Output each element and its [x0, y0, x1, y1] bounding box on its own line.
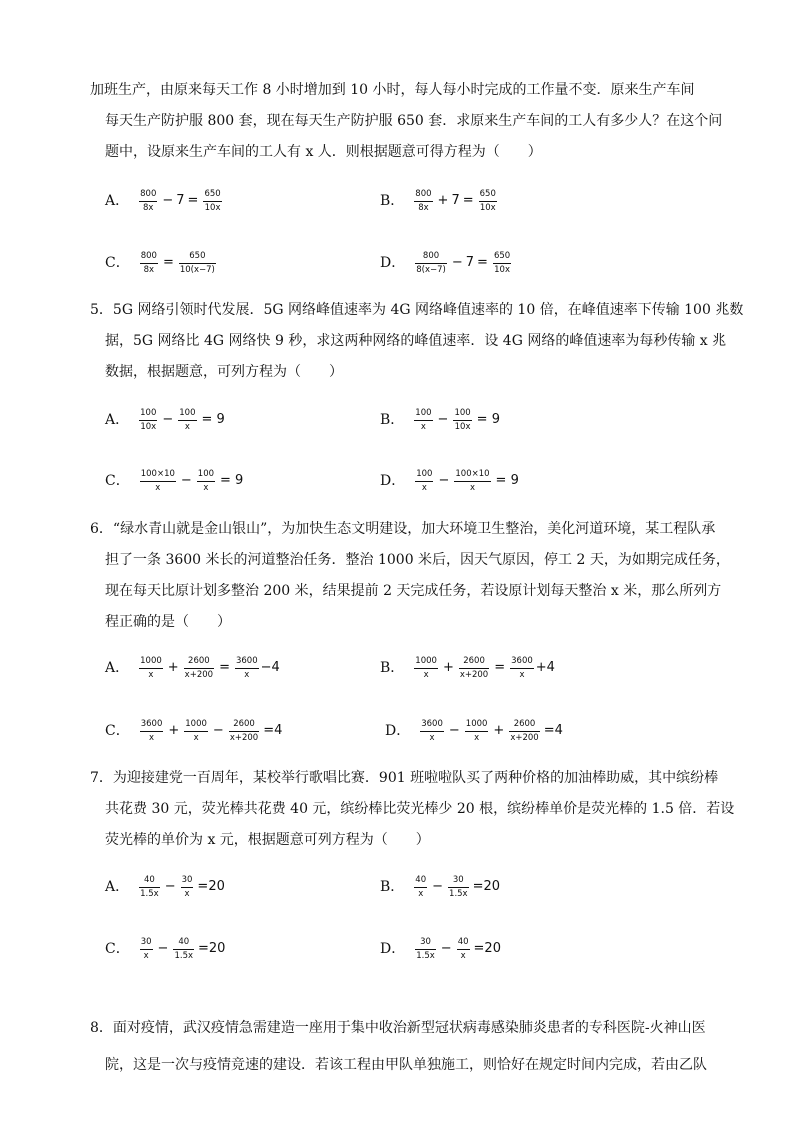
fraction: $\frac{100}{x}$	[197, 469, 215, 493]
q8-text-line: 院，这是一次与疫情竞速的建设．若该工程由甲队单独施工，则恰好在规定时间内完成，若由乙队	[105, 1057, 707, 1073]
q5-option-c[interactable]: C． $\frac{100\times 10}{x}$ − $\frac{100}{x}$ = 9	[105, 469, 244, 493]
fraction: $\frac{650}{10x}$	[479, 189, 496, 213]
fraction: $\frac{40}{1.5x}$	[140, 875, 159, 899]
fraction: $\frac{40}{x}$	[457, 937, 469, 961]
q6-option-c[interactable]: C． $\frac{3600}{x}$ + $\frac{1000}{x}$ − $\frac{2600}{x+200}$ =4	[105, 719, 283, 743]
option-label: A．	[105, 412, 130, 428]
q5-option-b[interactable]: B． $\frac{100}{x}$ − $\frac{100}{10x}$ = 9	[380, 408, 500, 432]
q4-text-line: 加班生产，由原来每天工作 8 小时增加到 10 小时，每人每小时完成的工作量不变．原来生产车间	[90, 82, 695, 98]
fraction: $\frac{3600}{x}$	[140, 719, 163, 743]
q4-text-line: 每天生产防护服 800 套，现在每天生产防护服 650 套．求原来生产车间的工人有多少人？在这个问	[105, 113, 723, 129]
q6-text-line: 现在每天比原计划多整治 200 米，结果提前 2 天完成任务，若设原计划每天整治 x 米，那么所列方	[105, 583, 722, 599]
fraction: $\frac{2600}{x+200}$	[459, 656, 489, 680]
fraction: $\frac{2600}{x+200}$	[229, 719, 259, 743]
q6-text-line: 程正确的是（ ）	[105, 614, 231, 630]
q6-option-a[interactable]: A． $\frac{1000}{x}$ + $\frac{2600}{x+200}$ = $\frac{3600}{x}$ −4	[105, 656, 280, 680]
fraction: $\frac{30}{1.5x}$	[416, 937, 435, 961]
q5-option-d[interactable]: D． $\frac{100}{x}$ − $\frac{100\times 10}{x}$ = 9	[380, 469, 519, 493]
q6-text-line: 6．“绿水青山就是金山银山”，为加快生态文明建设，加大环境卫生整治，美化河道环境，某工程队承	[90, 521, 716, 537]
fraction: $\frac{800}{8x}$	[140, 189, 157, 213]
fraction: $\frac{2600}{x+200}$	[510, 719, 539, 743]
q4-option-a[interactable]: A． $\frac{800}{8x}$ − 7 = $\frac{650}{10x}$	[105, 189, 221, 213]
fraction: $\frac{650}{10x}$	[493, 251, 511, 275]
option-label: C．	[105, 255, 130, 271]
option-label: B．	[380, 660, 405, 676]
fraction: $\frac{100\times 10}{x}$	[140, 469, 175, 493]
q4-option-c[interactable]: C． $\frac{800}{8x}$ = $\frac{650}{10(x-7)}$	[105, 251, 215, 275]
option-label: D．	[380, 255, 406, 271]
q7-option-b[interactable]: B． $\frac{40}{x}$ − $\frac{30}{1.5x}$ =20	[380, 875, 501, 899]
option-label: C．	[105, 941, 130, 957]
fraction: $\frac{100}{x}$	[415, 408, 432, 432]
fraction: $\frac{650}{10x}$	[204, 189, 221, 213]
q8-text-line: 8．面对疫情，武汉疫情急需建造一座用于集中收治新型冠状病毒感染肺炎患者的专科医院-火神山医	[90, 1020, 706, 1036]
q5-text-line: 数据，根据题意，可列方程为（ ）	[105, 364, 343, 380]
fraction: $\frac{40}{1.5x}$	[174, 937, 194, 961]
fraction: $\frac{100}{x}$	[416, 469, 433, 493]
q7-text-line: 共花费 30 元，荧光棒共花费 40 元，缤纷棒比荧光棒少 20 根，缤纷棒单价是荧光棒的 1.5 倍．若设	[105, 801, 735, 817]
option-label: A．	[105, 193, 130, 209]
q4-option-b[interactable]: B． $\frac{800}{8x}$ + 7 = $\frac{650}{10x}$	[380, 189, 496, 213]
q5-text-line: 5．5G 网络引领时代发展．5G 网络峰值速率为 4G 网络峰值速率的 10 倍，在峰值速率下传输 100 兆数	[90, 302, 744, 318]
option-label: B．	[380, 412, 405, 428]
q4-text-line: 题中，设原来生产车间的工人有 x 人．则根据题意可得方程为（ ）	[105, 144, 542, 160]
option-label: D．	[380, 473, 406, 489]
q4-option-d[interactable]: D． $\frac{800}{8(x-7)}$ − 7 = $\frac{650}{10x}$	[380, 251, 511, 275]
fraction: $\frac{2600}{x+200}$	[184, 656, 214, 680]
fraction: $\frac{100}{x}$	[179, 408, 196, 432]
option-label: C．	[105, 473, 130, 489]
q6-text-line: 担了一条 3600 米长的河道整治任务．整治 1000 米后，因天气原因，停工 2 天，为如期完成任务，	[105, 552, 730, 568]
fraction: $\frac{1000}{x}$	[465, 719, 488, 743]
q6-option-d[interactable]: D． $\frac{3600}{x}$ − $\frac{1000}{x}$ + $\frac{2600}{x+200}$ =4	[385, 719, 563, 743]
fraction: $\frac{3600}{x}$	[511, 656, 533, 680]
fraction: $\frac{100}{10x}$	[140, 408, 157, 432]
q7-option-c[interactable]: C． $\frac{30}{x}$ − $\frac{40}{1.5x}$ =20	[105, 937, 226, 961]
fraction: $\frac{800}{8x}$	[140, 251, 157, 275]
q7-text-line: 荧光棒的单价为 x 元，根据题意可列方程为（ ）	[105, 832, 430, 848]
fraction: $\frac{3600}{x}$	[235, 656, 258, 680]
option-label: D．	[380, 941, 406, 957]
fraction: $\frac{3600}{x}$	[421, 719, 443, 743]
q7-text-line: 7．为迎接建党一百周年，某校举行歌唱比赛．901 班啦啦队买了两种价格的加油棒助威，其中缤纷棒	[90, 770, 719, 786]
fraction: $\frac{650}{10(x-7)}$	[179, 251, 215, 275]
fraction: $\frac{800}{8(x-7)}$	[416, 251, 446, 275]
fraction: $\frac{30}{x}$	[140, 937, 152, 961]
option-label: B．	[380, 879, 405, 895]
option-label: C．	[105, 723, 130, 739]
option-label: B．	[380, 193, 405, 209]
option-label: A．	[105, 660, 130, 676]
q5-text-line: 据，5G 网络比 4G 网络快 9 秒，求这两种网络的峰值速率．设 4G 网络的峰值速率为每秒传输 x 兆	[105, 333, 727, 349]
fraction: $\frac{100\times 10}{x}$	[455, 469, 490, 493]
fraction: $\frac{30}{x}$	[181, 875, 193, 899]
fraction: $\frac{1000}{x}$	[140, 656, 162, 680]
fraction: $\frac{30}{1.5x}$	[449, 875, 468, 899]
fraction: $\frac{1000}{x}$	[415, 656, 437, 680]
q7-option-d[interactable]: D． $\frac{30}{1.5x}$ − $\frac{40}{x}$ =20	[380, 937, 501, 961]
q6-option-b[interactable]: B． $\frac{1000}{x}$ + $\frac{2600}{x+200}$ = $\frac{3600}{x}$ +4	[380, 656, 555, 680]
q7-option-a[interactable]: A． $\frac{40}{1.5x}$ − $\frac{30}{x}$ =20	[105, 875, 225, 899]
option-label: D．	[385, 723, 411, 739]
fraction: $\frac{40}{x}$	[415, 875, 427, 899]
q5-option-a[interactable]: A． $\frac{100}{10x}$ − $\frac{100}{x}$ = 9	[105, 408, 225, 432]
fraction: $\frac{1000}{x}$	[185, 719, 207, 743]
option-label: A．	[105, 879, 130, 895]
fraction: $\frac{100}{10x}$	[454, 408, 471, 432]
fraction: $\frac{800}{8x}$	[415, 189, 432, 213]
